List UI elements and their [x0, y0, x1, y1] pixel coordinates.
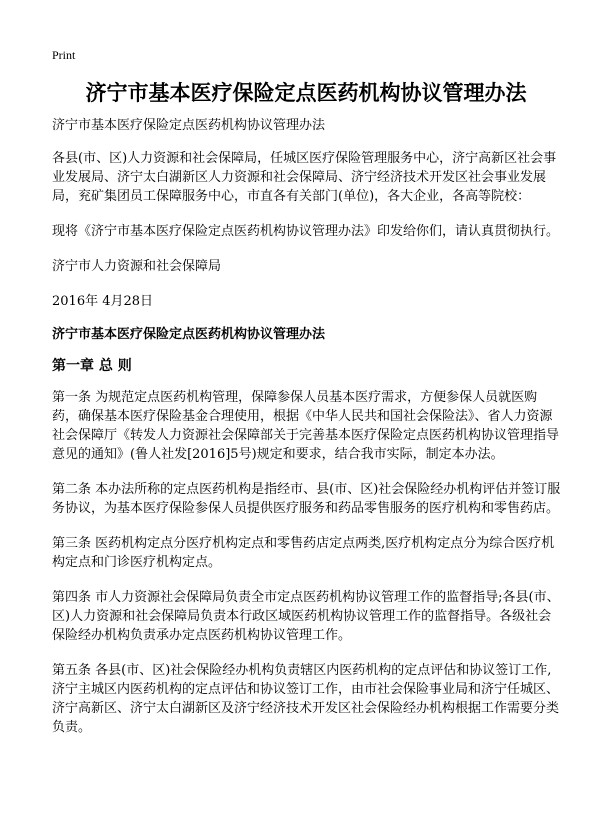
article-paragraph: 第三条 医药机构定点分医疗机构定点和零售药店定点两类,医疗机构定点分为综合医疗机构定点和门诊医疗机构定点。	[52, 536, 555, 570]
article-paragraph: 第二条 本办法所称的定点医药机构是指经市、县(市、区)社会保险经办机构评估并签订服务协议，为基本医疗保险参保人员提供医疗服务和药品零售服务的医疗机构和零售药店。	[52, 482, 561, 516]
page-title: 济宁市基本医疗保险定点医药机构协议管理办法	[85, 81, 527, 105]
article-paragraph: 第五条 各县(市、区)社会保险经办机构负责辖区内医药机构的定点评估和协议签订工作,济宁主城区内医药机构的定点评估和协议签订工作，由市社会保险事业局和济宁任城区、济宁高新区、济宁太白湖新区及济宁经济技术开发区社会保险经办机构根据工作需要分类负责。	[52, 663, 560, 735]
issuer-paragraph: 济宁市人力资源和社会保障局	[52, 259, 222, 274]
article-paragraph: 第四条 市人力资源社会保障局负责全市定点医药机构协议管理工作的监督指导;各县(市、区)人力资源和社会保障局负责本行政区域医药机构协议管理工作的监督指导。各级社会保险经办机构负责承办定点医药机构协议管理工作。	[52, 590, 560, 643]
chapter-heading: 第一章 总 则	[52, 358, 132, 374]
document-body	[52, 116, 562, 753]
document-heading: 济宁市基本医疗保险定点医药机构协议管理办法	[52, 327, 326, 342]
issue-date: 2016年 4月28日	[52, 294, 154, 309]
document-subtitle: 济宁市基本医疗保险定点医药机构协议管理办法	[52, 118, 326, 133]
addressees-paragraph: 各县(市、区)人力资源和社会保障局，任城区医疗保险管理服务中心，济宁高新区社会事业发展局、济宁太白湖新区人力资源和社会保障局、济宁经济技术开发区社会事业发展局，兖矿集团员工保障服务中心，市直各有关部门(单位)，各大企业，各高等院校：	[52, 151, 557, 204]
print-link[interactable]: Print	[52, 48, 76, 62]
article-paragraph: 第一条 为规范定点医药机构管理，保障参保人员基本医疗需求，方便参保人员就医购药，确保基本医疗保险基金合理使用，根据《中华人民共和国社会保险法》、省人力资源社会保障厅《转发人力资源社会保障部关于完善基本医疗保险定点医药机构协议管理指导意见的通知》(鲁人社发[2016]5号)规定和要求，结合我市实际，制定本办法。	[52, 390, 560, 462]
notice-paragraph: 现将《济宁市基本医疗保险定点医药机构协议管理办法》印发给你们，请认真贯彻执行。	[52, 224, 560, 239]
